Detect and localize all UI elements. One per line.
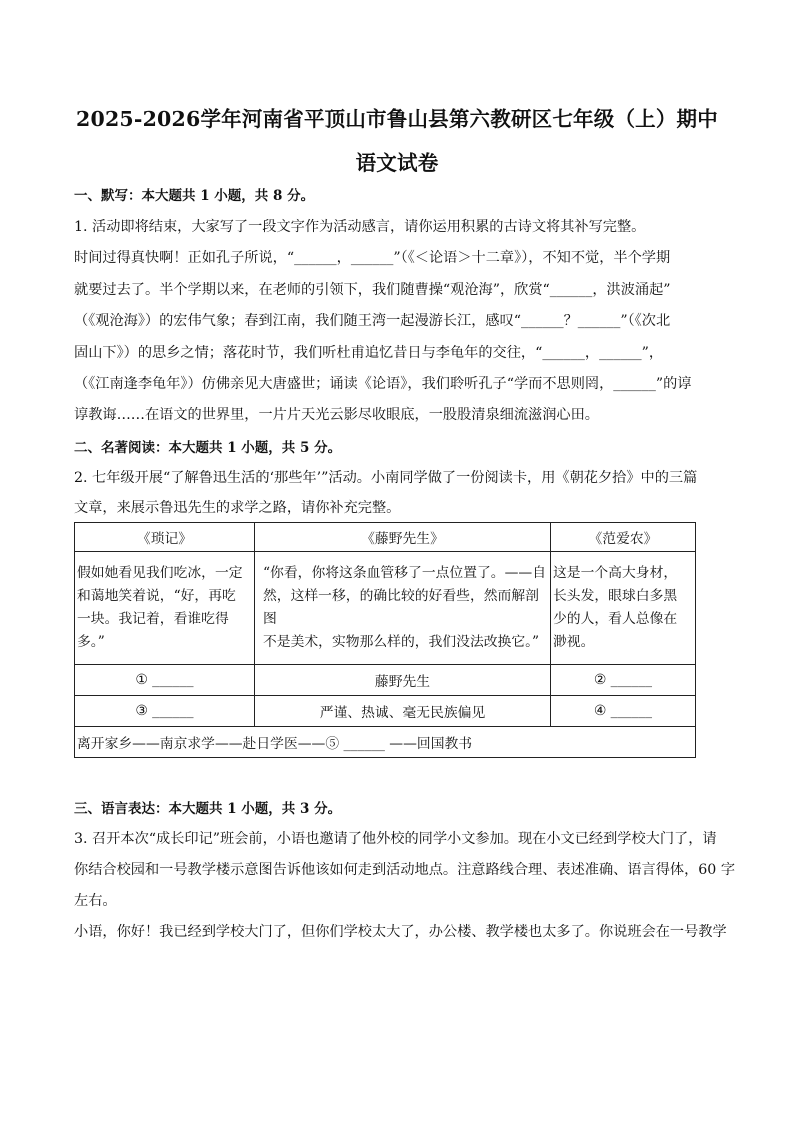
q1-line: （《观沧海》）的宏伟气象；春到江南，我们随王湾一起漫游长江，感叹“______？______”（《次北 xyxy=(74,313,671,329)
quote-line: 不是美术，实物那么样的，我们没法改换它。” xyxy=(263,634,540,650)
quote-line: 和蔼地笑着说，“好，再吃 xyxy=(77,588,236,604)
section3-heading: 三、语言表达：本大题共 1 小题，共 3 分。 xyxy=(74,801,342,817)
table-header-cell: 《琐记》 xyxy=(75,523,255,552)
quote-line: 多。” xyxy=(77,634,105,650)
answer-blank-1: ① ______ xyxy=(75,665,255,696)
q3-line: 3. 召开本次“成长印记”班会前，小语也邀请了他外校的同学小文参加。现在小文已经到学校大门了，请 xyxy=(74,831,717,847)
answer-blank-4: ④ ______ xyxy=(551,696,696,727)
table-row xyxy=(75,696,696,727)
table-row xyxy=(75,552,696,665)
q1-line: 时间过得真快啊！正如孔子所说，“______，______”（《＜论语＞十二章》），不知不觉，半个学期 xyxy=(74,250,671,266)
quote-line: 渺视。 xyxy=(553,634,595,650)
quote-line: 假如她看见我们吃冰，一定 xyxy=(77,565,243,581)
q2-line: 文章，来展示鲁迅先生的求学之路，请你补充完整。 xyxy=(74,500,401,516)
quote-cell-tengye xyxy=(255,552,551,665)
q3-line: 你结合校园和一号教学楼示意图告诉他该如何走到活动地点。注意路线合理、表述准确、语言得体，60 字 xyxy=(74,862,736,878)
table-row xyxy=(75,727,696,758)
trait-cell: 严谨、热诚、毫无民族偏见 xyxy=(255,696,551,727)
q3-line: 左右。 xyxy=(74,893,117,909)
study-path-cell: 离开家乡——南京求学——赴日学医——⑤ ______ ——回国教书 xyxy=(75,727,696,758)
q1-line: 1. 活动即将结束，大家写了一段文字作为活动感言，请你运用积累的古诗文将其补写完整。 xyxy=(74,219,646,235)
q2-line: 2. 七年级开展“了解鲁迅生活的‘那些年’”活动。小南同学做了一份阅读卡，用《朝花夕拾》中的三篇 xyxy=(74,470,698,486)
table-header-cell: 《藤野先生》 xyxy=(255,523,551,552)
person-cell: 藤野先生 xyxy=(255,665,551,696)
quote-line: 长头发，眼球白多黑 xyxy=(553,588,678,604)
quote-line: 这是一个高大身材， xyxy=(553,565,678,581)
exam-title-line2: 语文试卷 xyxy=(355,151,439,175)
q1-line: 谆教诲……在语文的世界里，一片片天光云影尽收眼底，一股股清泉细流滋润心田。 xyxy=(74,407,599,423)
q1-line: （《江南逢李龟年》）仿佛亲见大唐盛世；诵读《论语》，我们聆听孔子“学而不思则罔，______”的谆 xyxy=(74,376,692,392)
q1-line: 固山下》）的思乡之情；落花时节，我们听杜甫追忆昔日与李龟年的交往，“______，______”， xyxy=(74,345,664,361)
section2-heading: 二、名著阅读：本大题共 1 小题，共 5 分。 xyxy=(74,440,342,456)
table-row xyxy=(75,523,696,552)
quote-line: 一块。我记着，看谁吃得 xyxy=(77,611,229,627)
exam-title-line1: 2025-2026学年河南省平顶山市鲁山县第六教研区七年级（上）期中 xyxy=(76,107,718,131)
quote-line: 少的人，看人总像在 xyxy=(553,611,678,627)
table-header-cell: 《范爱农》 xyxy=(551,523,696,552)
reading-card-table xyxy=(74,522,696,758)
q3-line: 小语，你好！我已经到学校大门了，但你们学校太大了，办公楼、教学楼也太多了。你说班会在一号教学 xyxy=(74,924,727,940)
quote-line: 然，这样一移，的确比较的好看些，然而解剖图 xyxy=(263,588,539,627)
answer-blank-3: ③ ______ xyxy=(75,696,255,727)
table-row xyxy=(75,665,696,696)
quote-cell-suoji xyxy=(75,552,255,665)
quote-cell-fanainong xyxy=(551,552,696,665)
answer-blank-2: ② ______ xyxy=(551,665,696,696)
quote-line: “你看，你将这条血管移了一点位置了。——自 xyxy=(263,565,546,581)
q1-line: 就要过去了。半个学期以来，在老师的引领下，我们随曹操“观沧海”，欣赏“______，洪波涌起” xyxy=(74,282,671,298)
section1-heading: 一、默写：本大题共 1 小题，共 8 分。 xyxy=(74,188,315,204)
